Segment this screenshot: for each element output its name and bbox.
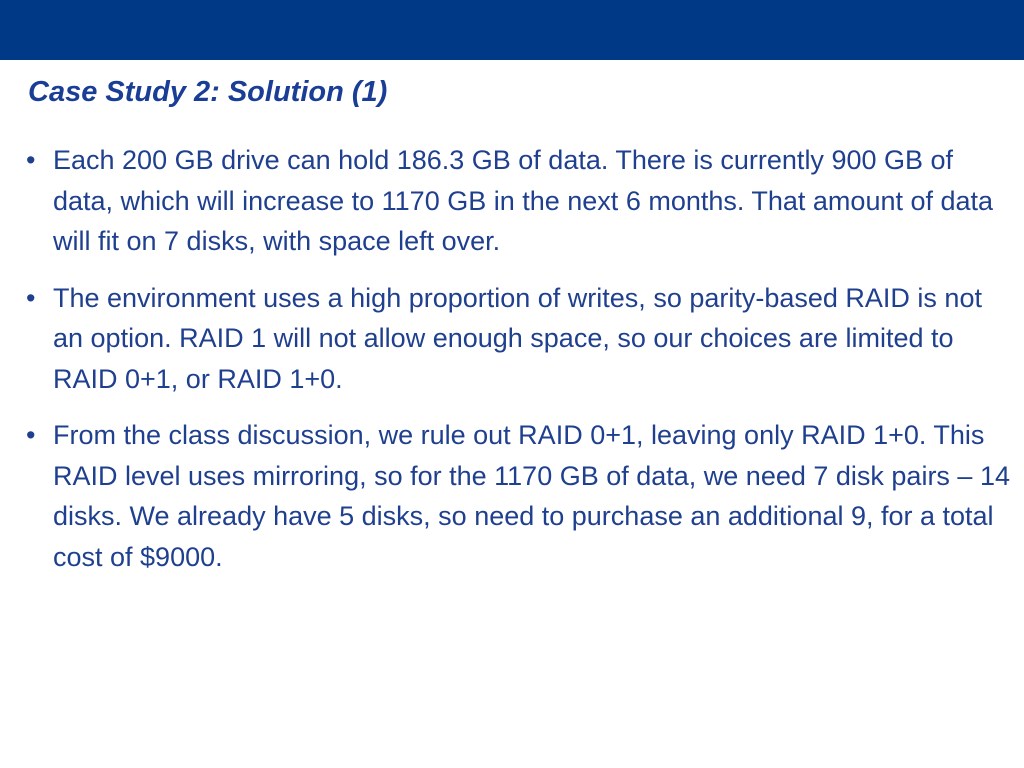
bullet-item bbox=[26, 140, 1016, 262]
header-band bbox=[0, 0, 1024, 60]
bullet-list bbox=[26, 140, 1016, 593]
slide-title: Case Study 2: Solution (1) bbox=[28, 76, 388, 108]
bullet-item bbox=[26, 278, 1016, 400]
bullet-text: Each 200 GB drive can hold 186.3 GB of data. There is currently 900 GB of data, which will increase to 1170 GB in the next 6 months. That amount of data will fit on 7 disks, with space left over. bbox=[53, 145, 994, 256]
bullet-text: The environment uses a high proportion of writes, so parity-based RAID is not an option. RAID 1 will not allow enough space, so our choices are limited to RAID 0+1, or RAID 1+0. bbox=[53, 282, 982, 394]
bullet-dot-icon: • bbox=[26, 145, 36, 175]
bullet-dot-icon: • bbox=[26, 282, 36, 313]
bullet-text: From the class discussion, we rule out RAID 0+1, leaving only RAID 1+0. This RAID level uses mirroring, so for the 1170 GB of data, we need 7 disk pairs – 14 disks. We already have 5 disks, so need to purchase an additional 9, for a total cost of $9000. bbox=[53, 420, 1010, 572]
bullet-item bbox=[26, 415, 1016, 577]
bullet-dot-icon: • bbox=[26, 420, 36, 450]
